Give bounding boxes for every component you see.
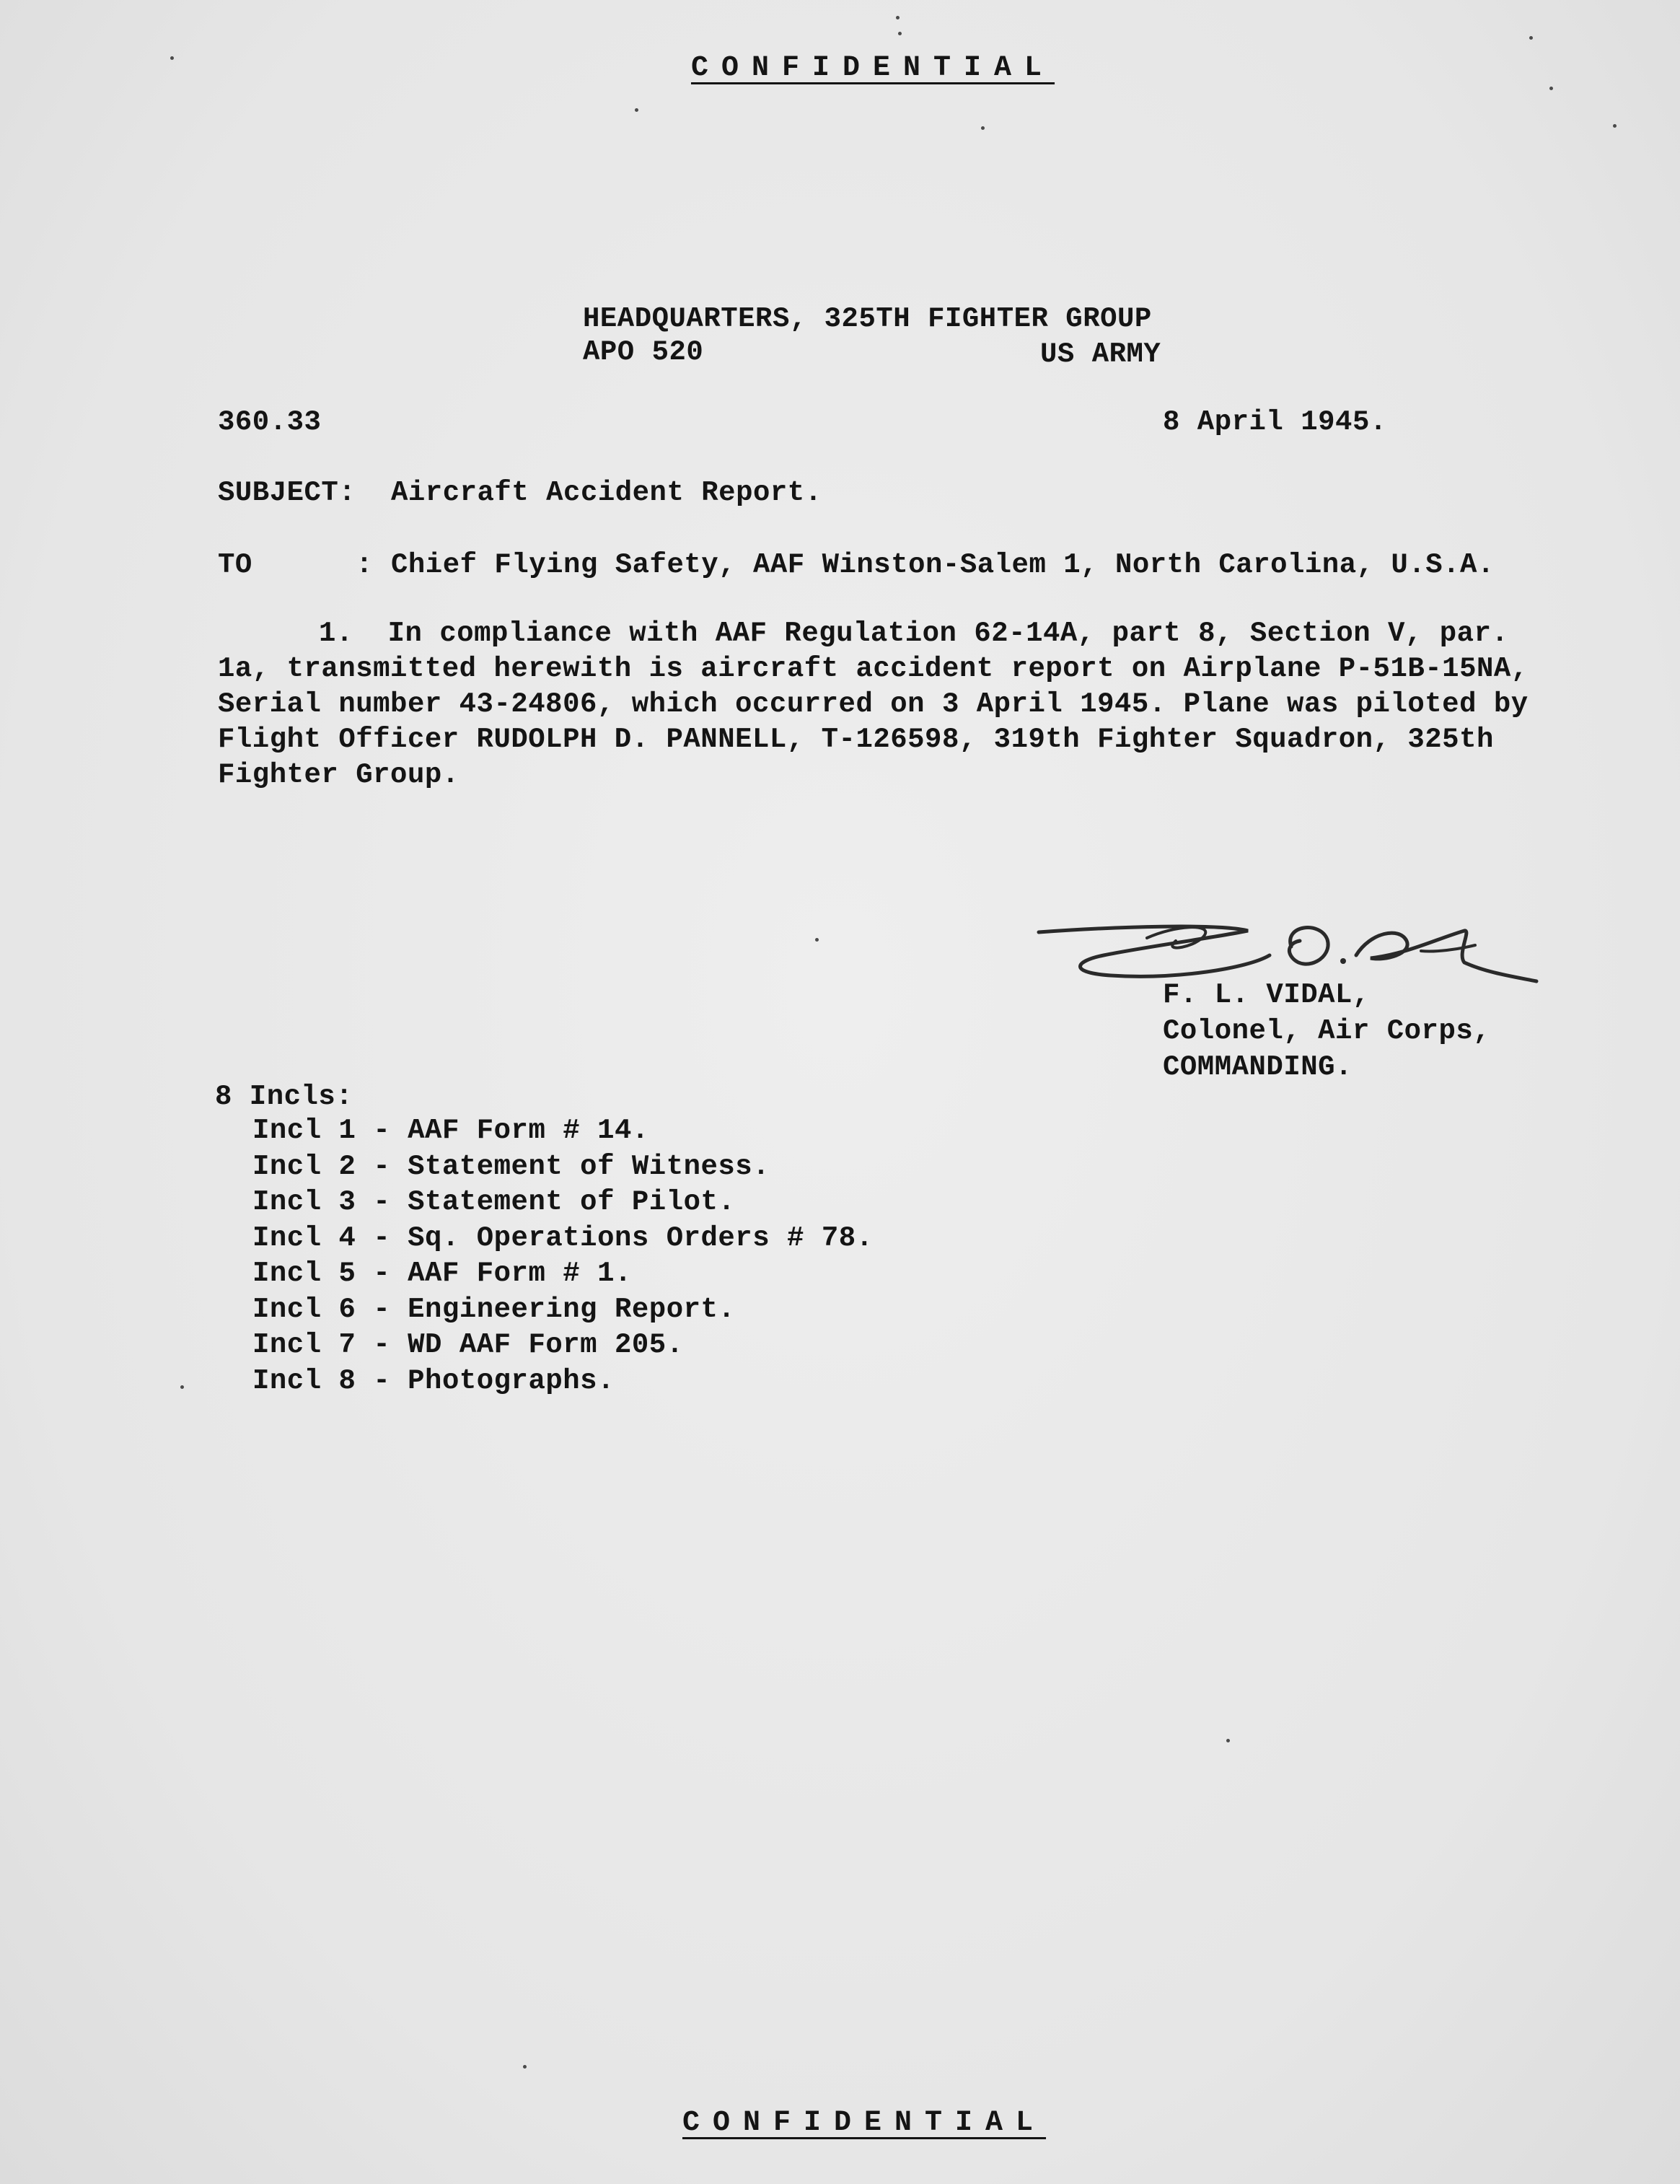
classification-top: CONFIDENTIAL (691, 52, 1055, 84)
inclosure-item: Incl 4 - Sq. Operations Orders # 78. (252, 1222, 874, 1254)
scan-speck (170, 56, 174, 60)
header-apo: APO 520 (583, 336, 704, 368)
inclosure-item: Incl 6 - Engineering Report. (252, 1293, 736, 1325)
body-paragraph (218, 616, 1574, 793)
scan-speck (180, 1385, 184, 1389)
scan-speck (815, 938, 819, 942)
file-number: 360.33 (218, 406, 322, 438)
signatory-name: F. L. VIDAL, (1163, 979, 1370, 1011)
inclosure-item: Incl 2 - Statement of Witness. (252, 1150, 770, 1183)
inclosure-item: Incl 1 - AAF Form # 14. (252, 1115, 649, 1146)
header-unit: HEADQUARTERS, 325TH FIGHTER GROUP (583, 303, 1152, 335)
inclosure-item: Incl 7 - WD AAF Form 205. (252, 1329, 684, 1361)
subject-label: SUBJECT: (218, 477, 356, 509)
document-date: 8 April 1945. (1163, 406, 1387, 438)
scan-speck (1613, 124, 1617, 128)
inclosure-item: Incl 5 - AAF Form # 1. (252, 1258, 632, 1289)
scan-speck (1529, 36, 1533, 40)
paragraph-text: In compliance with AAF Regulation 62-14A, part 8, Section V, par. 1a, transmitted herewith is aircraft accident report on Airplane P-51B-15NA, Serial number 43-24806, which occurred on 3 April 1945. Plane was piloted by Flight Officer RUDOLPH D. PANNELL, T-126598, 319th Fighter Squadron, 325th Fighter Group. (218, 618, 1529, 791)
scan-speck (898, 32, 902, 35)
subject-text: Aircraft Accident Report. (391, 477, 822, 509)
inclosure-item: Incl 3 - Statement of Pilot. (252, 1186, 736, 1218)
scan-speck (981, 126, 985, 130)
scan-speck (1549, 87, 1553, 90)
inclosures-label: 8 Incls: (215, 1081, 353, 1113)
signatory-title: COMMANDING. (1163, 1051, 1353, 1083)
inclosures-list (252, 1113, 874, 1399)
scan-speck (896, 16, 900, 19)
paragraph-number: 1. (319, 618, 353, 649)
scan-speck (1226, 1739, 1230, 1742)
scan-speck (523, 2065, 527, 2069)
signatory-rank: Colonel, Air Corps, (1163, 1015, 1491, 1047)
to-label: TO : (218, 549, 374, 581)
header-army: US ARMY (1040, 338, 1161, 370)
classification-bottom: CONFIDENTIAL (682, 2107, 1047, 2139)
to-text: Chief Flying Safety, AAF Winston-Salem 1, North Carolina, U.S.A. (391, 549, 1495, 581)
inclosure-item: Incl 8 - Photographs. (252, 1364, 615, 1397)
scan-speck (635, 108, 638, 112)
